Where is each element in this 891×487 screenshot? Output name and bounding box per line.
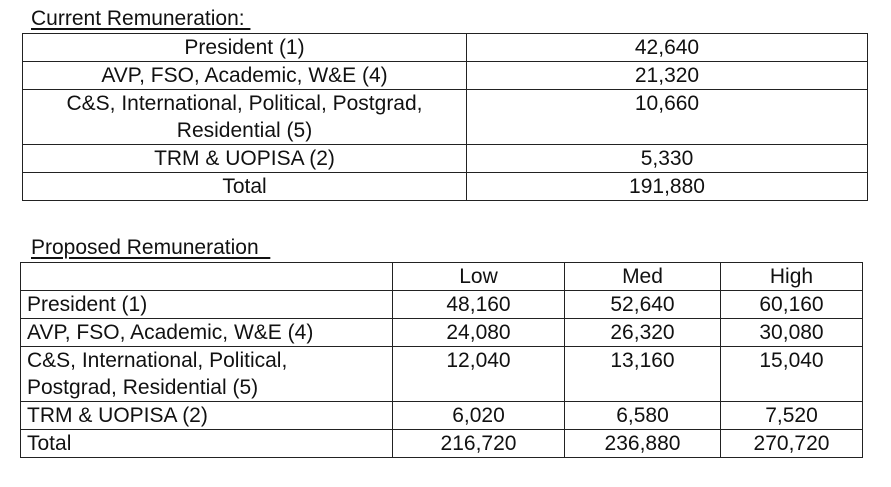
current-remuneration-heading: Current Remuneration: <box>31 7 251 30</box>
role-label: Postgrad, Residential (5) <box>27 376 259 399</box>
role-label: TRM & UOPISA (2) <box>154 147 335 170</box>
role-label: TRM & UOPISA (2) <box>27 404 208 427</box>
med-cell: 52,640 <box>565 291 721 319</box>
amount-cell: 5,330 <box>467 145 868 173</box>
role-cell <box>23 62 467 90</box>
table-row <box>21 319 863 347</box>
role-label: President (1) <box>27 293 148 316</box>
total-label: Total <box>27 432 72 455</box>
table-row <box>21 291 863 319</box>
role-label: AVP, FSO, Academic, W&E (4) <box>27 321 314 344</box>
med-total-cell: 236,880 <box>565 430 721 458</box>
role-cell <box>23 145 467 173</box>
role-cell <box>21 319 393 347</box>
proposed-remuneration-heading: Proposed Remuneration <box>31 236 271 259</box>
total-label: Total <box>222 175 267 198</box>
low-total-cell: 216,720 <box>393 430 565 458</box>
total-row <box>21 430 863 458</box>
table-row <box>23 34 868 62</box>
total-amount-cell: 191,880 <box>467 173 868 201</box>
role-cell <box>21 402 393 430</box>
role-cell <box>23 34 467 62</box>
header-row <box>21 263 863 291</box>
role-cell <box>21 291 393 319</box>
high-cell: 30,080 <box>721 319 863 347</box>
med-cell: 13,160 <box>565 347 721 402</box>
current-remuneration-table <box>22 33 868 201</box>
high-cell: 7,520 <box>721 402 863 430</box>
low-cell: 24,080 <box>393 319 565 347</box>
role-cell <box>23 173 467 201</box>
low-cell: 48,160 <box>393 291 565 319</box>
med-cell: 26,320 <box>565 319 721 347</box>
low-cell: 12,040 <box>393 347 565 402</box>
table-row <box>23 145 868 173</box>
table-row <box>21 347 863 402</box>
table-row <box>21 402 863 430</box>
role-cell <box>21 430 393 458</box>
amount-cell: 10,660 <box>467 90 868 145</box>
role-label: C&S, International, Political, <box>27 349 288 372</box>
column-header-high: High <box>721 263 863 291</box>
role-cell <box>21 347 393 402</box>
high-cell: 15,040 <box>721 347 863 402</box>
amount-cell: 42,640 <box>467 34 868 62</box>
role-label: AVP, FSO, Academic, W&E (4) <box>101 64 388 87</box>
high-total-cell: 270,720 <box>721 430 863 458</box>
role-cell <box>23 90 467 145</box>
amount-cell: 21,320 <box>467 62 868 90</box>
role-label: Residential (5) <box>176 119 313 142</box>
column-header-med: Med <box>565 263 721 291</box>
med-cell: 6,580 <box>565 402 721 430</box>
table-row <box>23 90 868 145</box>
total-row <box>23 173 868 201</box>
proposed-remuneration-table <box>20 262 863 458</box>
role-label: C&S, International, Political, Postgrad, <box>66 92 423 115</box>
column-header-low: Low <box>393 263 565 291</box>
high-cell: 60,160 <box>721 291 863 319</box>
column-header <box>21 263 393 291</box>
low-cell: 6,020 <box>393 402 565 430</box>
table-row <box>23 62 868 90</box>
role-label: President (1) <box>184 36 305 59</box>
